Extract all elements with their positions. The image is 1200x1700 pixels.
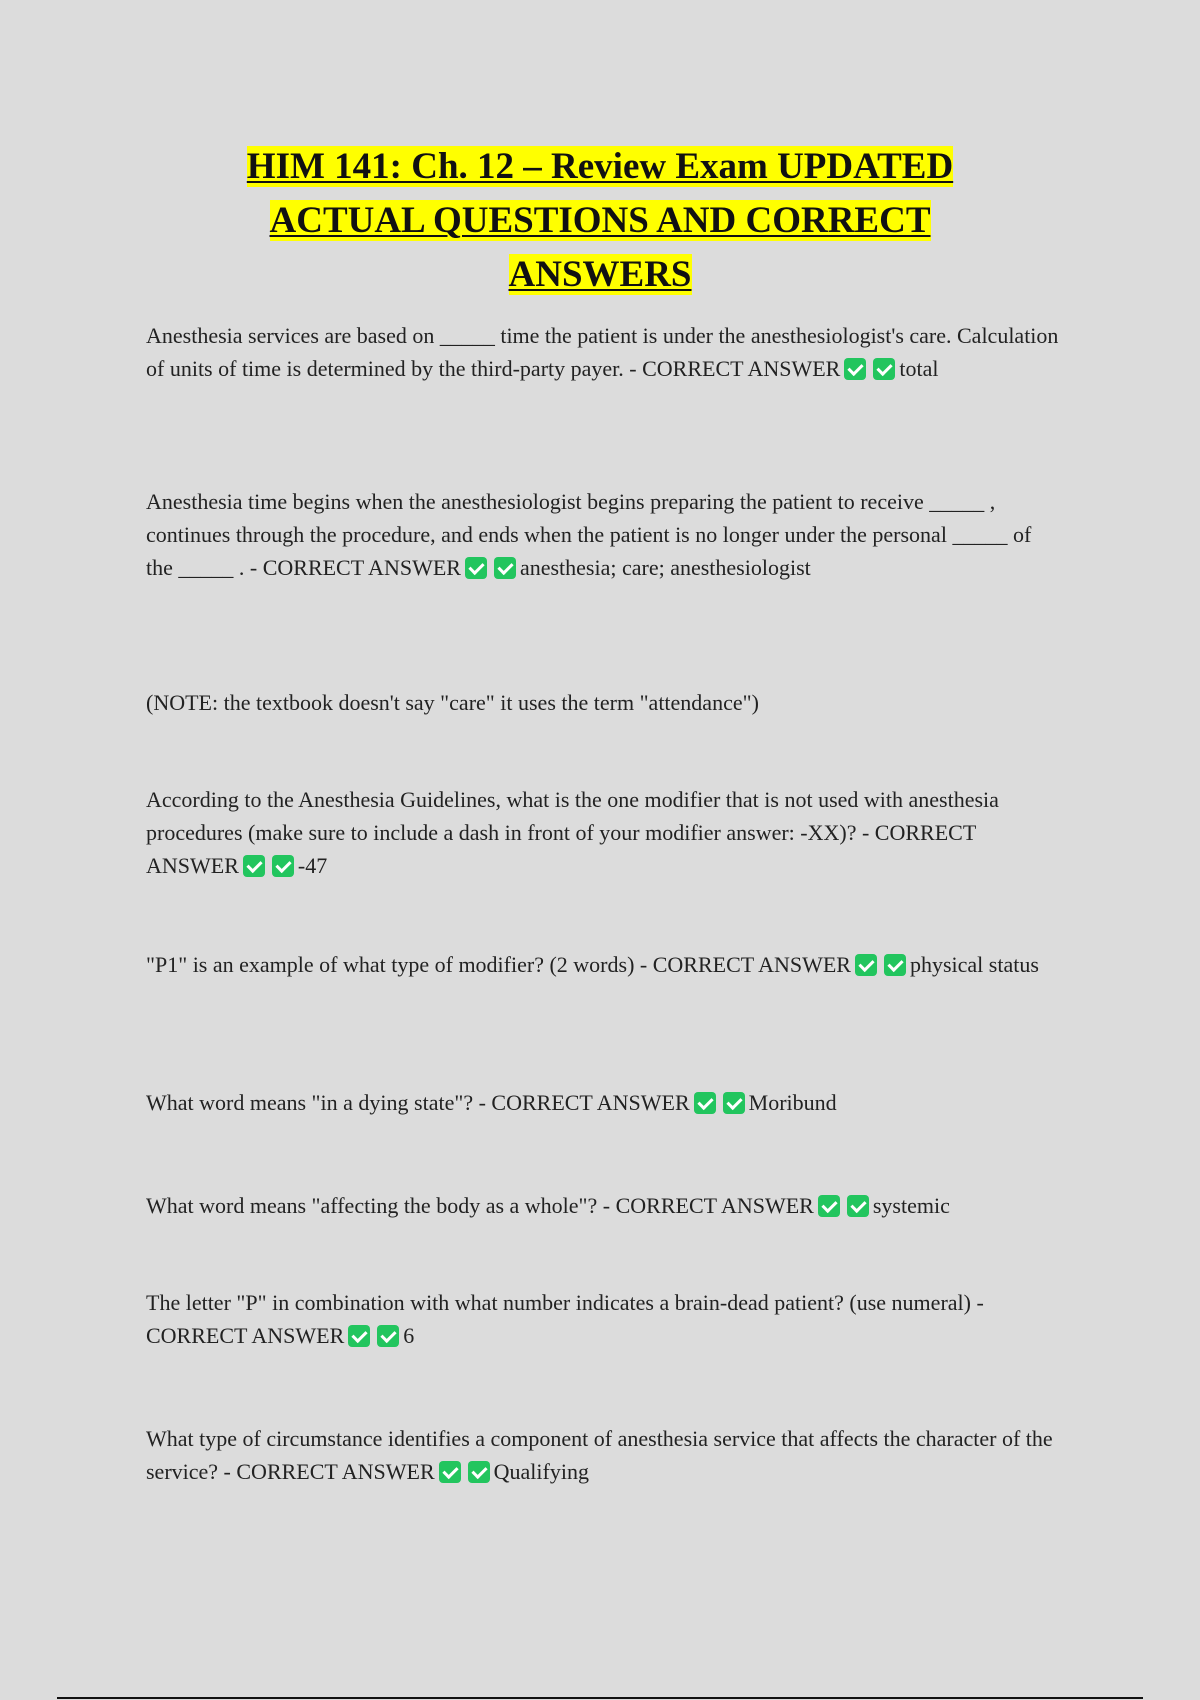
check-mark-icon [884, 954, 906, 976]
check-mark-icon [465, 557, 487, 579]
question-text: Anesthesia time begins when the anesthesiologist begins preparing the patient to receive _____ , continues through the procedure, and ends when the patient is no longer under the personal _____ of the _____ . - CORRECT ANSWER [146, 489, 1032, 580]
qa-item-qualifying [146, 1422, 1061, 1488]
check-mark-icon [855, 954, 877, 976]
qa-item-total [146, 319, 1061, 385]
qa-item-anesthesia-time [146, 485, 1061, 584]
check-mark-icon [243, 855, 265, 877]
answer-text: 6 [403, 1323, 415, 1348]
footer-rule [57, 1697, 1143, 1699]
note-text: (NOTE: the textbook doesn't say "care" it uses the term "attendance") [146, 690, 759, 715]
answer-text: physical status [909, 952, 1039, 977]
check-mark-icon [694, 1092, 716, 1114]
check-mark-icon [494, 557, 516, 579]
title-line-1: HIM 141: Ch. 12 – Review Exam UPDATED [246, 146, 954, 187]
check-mark-icon [847, 1195, 869, 1217]
question-text: The letter "P" in combination with what number indicates a brain-dead patient? (use numeral) - CORRECT ANSWER [146, 1290, 984, 1348]
answer-text: Qualifying [493, 1459, 589, 1484]
answer-text: anesthesia; care; anesthesiologist [519, 555, 811, 580]
question-text: What word means "affecting the body as a whole"? - CORRECT ANSWER [146, 1193, 814, 1218]
qa-item-brain-dead [146, 1286, 1061, 1352]
question-text: According to the Anesthesia Guidelines, what is the one modifier that is not used with anesthesia procedures (make sure to include a dash in front of your modifier answer: -XX)? - CORRECT ANSWER [146, 787, 999, 878]
check-mark-icon [272, 855, 294, 877]
check-mark-icon [844, 358, 866, 380]
check-mark-icon [818, 1195, 840, 1217]
check-mark-icon [873, 358, 895, 380]
check-mark-icon [377, 1325, 399, 1347]
question-text: "P1" is an example of what type of modifier? (2 words) - CORRECT ANSWER [146, 952, 851, 977]
question-text: What type of circumstance identifies a component of anesthesia service that affects the character of the service? - CORRECT ANSWER [146, 1426, 1053, 1484]
check-mark-icon [468, 1461, 490, 1483]
answer-text: Moribund [748, 1090, 837, 1115]
title-line-2: ACTUAL QUESTIONS AND CORRECT [269, 200, 931, 241]
title-line-3: ANSWERS [508, 254, 692, 295]
check-mark-icon [439, 1461, 461, 1483]
qa-item-p1 [146, 948, 1061, 981]
qa-item-moribund [146, 1086, 1061, 1119]
document-title [150, 140, 1050, 302]
qa-item-systemic [146, 1189, 1061, 1222]
check-mark-icon [723, 1092, 745, 1114]
question-text: What word means "in a dying state"? - CORRECT ANSWER [146, 1090, 690, 1115]
question-text: Anesthesia services are based on _____ time the patient is under the anesthesiologist's care. Calculation of units of time is determined by the third-party payer. - CORRECT ANSWER [146, 323, 1059, 381]
answer-text: systemic [872, 1193, 950, 1218]
answer-text: -47 [297, 853, 328, 878]
qa-item-modifier [146, 783, 1061, 882]
check-mark-icon [348, 1325, 370, 1347]
answer-text: total [899, 356, 939, 381]
